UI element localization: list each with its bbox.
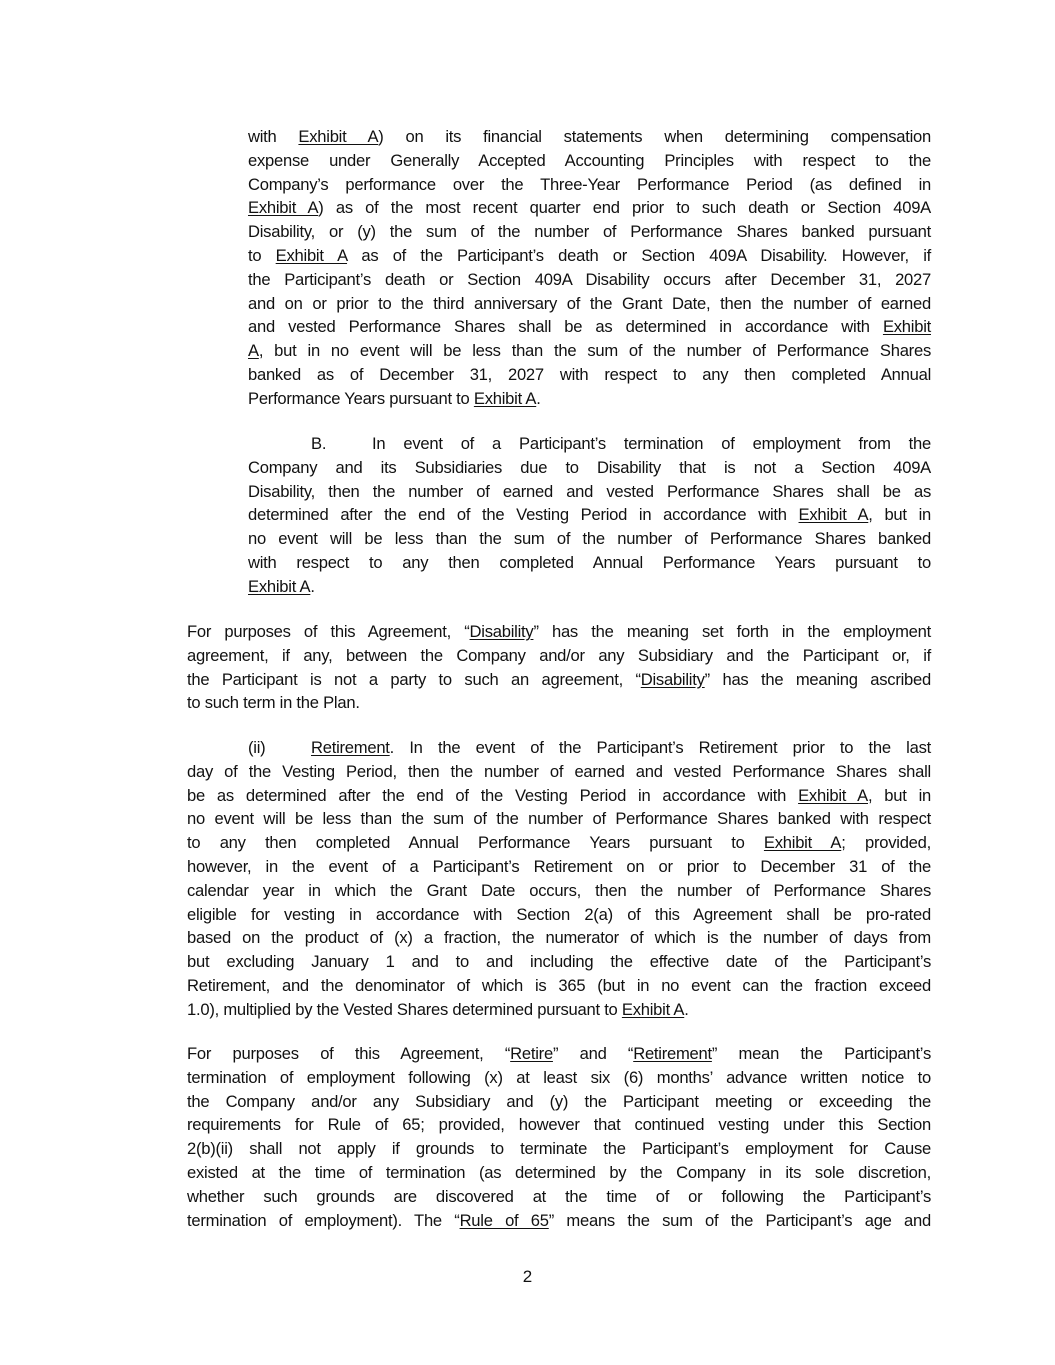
text-line	[187, 831, 931, 855]
text-line	[187, 974, 931, 998]
text-run: For purposes of this Agreement, “	[187, 622, 470, 641]
text-line	[248, 339, 931, 363]
text-run: ” has the meaning set forth in the employment	[533, 622, 931, 641]
text-line	[187, 998, 931, 1022]
text-run: For purposes of this Agreement, “	[187, 1044, 511, 1063]
text-run: day of the Vesting Period, then the number of earned and vested Performance Shares shall	[187, 761, 931, 781]
text-run: ” and “	[552, 1044, 634, 1063]
text-run: the Participant is not a party to such an agreement, “	[187, 669, 641, 689]
paragraph-death-disability-continued	[248, 125, 931, 411]
text-run: as of the Participant’s death or Section 409A Disability. However, if	[347, 245, 932, 265]
paragraph-ii-retirement	[187, 736, 931, 1022]
page-number: 2	[522, 1267, 533, 1286]
underlined-term: Exhibit A	[763, 833, 842, 853]
text-line	[187, 1185, 931, 1209]
section-label: B.	[311, 434, 327, 453]
text-run: expense under Generally Accepted Accounting Principles with respect to the	[248, 150, 931, 170]
text-run: and vested Performance Shares shall be as determined in accordance with	[248, 317, 883, 337]
text-line	[248, 575, 931, 599]
text-run: with respect to any then completed Annual Performance Years pursuant to	[248, 552, 931, 572]
text-run: .	[536, 388, 541, 408]
text-run: existed at the time of termination (as determined by the Company in its sole discretion,	[187, 1162, 931, 1182]
text-run: In event of a Participant’s termination of employment from the	[372, 434, 931, 453]
text-line	[248, 149, 931, 173]
text-line	[187, 950, 931, 974]
text-run: but excluding January 1 and to and including the effective date of the Participant’s	[187, 952, 931, 972]
text-line	[187, 926, 931, 950]
text-line	[248, 268, 931, 292]
text-line	[248, 432, 931, 456]
text-line	[248, 196, 931, 220]
text-line	[248, 125, 931, 149]
text-line	[187, 620, 931, 644]
text-line	[248, 173, 931, 197]
underlined-term: Disability	[640, 669, 705, 689]
text-run: , but in	[868, 505, 931, 525]
text-line	[187, 879, 931, 903]
text-run: , but in no event will be less than the sum of the number of Performance Shares	[258, 341, 931, 361]
text-run: to such term in the Plan.	[187, 693, 360, 713]
section-label: (ii)	[248, 738, 266, 757]
text-run: Company and its Subsidiaries due to Disability that is not a Section 409A	[248, 457, 931, 477]
text-run: ) on its financial statements when determining compensation	[378, 127, 931, 146]
text-run: Company’s performance over the Three-Year Performance Period (as defined in	[248, 174, 931, 194]
text-line	[187, 1137, 931, 1161]
text-line	[248, 363, 931, 387]
text-run: and on or prior to the third anniversary of the Grant Date, then the number of earned	[248, 293, 931, 313]
text-run: ” has the meaning ascribed	[704, 669, 931, 689]
text-run: .	[684, 999, 689, 1019]
text-run: eligible for vesting in accordance with Section 2(a) of this Agreement shall be pro-rated	[187, 904, 931, 924]
paragraph-disability-definition	[187, 620, 931, 715]
text-line	[248, 387, 931, 411]
text-line	[187, 1113, 931, 1137]
underlined-term: Exhibit A	[275, 245, 348, 265]
text-run: Disability, or (y) the sum of the number of Performance Shares banked pursuant	[248, 222, 931, 242]
text-line	[248, 292, 931, 316]
text-line	[248, 220, 931, 244]
text-line	[248, 456, 931, 480]
underlined-term: Exhibit A	[248, 576, 311, 596]
text-run: no event will be less than the sum of the number of Performance Shares banked	[248, 529, 931, 549]
text-line	[248, 480, 931, 504]
underlined-term: Exhibit A	[621, 999, 685, 1019]
underlined-term: Exhibit A	[298, 127, 379, 146]
text-line	[187, 644, 931, 668]
text-run: ” means the sum of the Participant’s age and	[548, 1210, 931, 1230]
underlined-term: Retirement	[311, 738, 390, 757]
underlined-term: Rule of 65	[459, 1210, 549, 1230]
text-run: to	[248, 245, 276, 265]
text-run: . In the event of the Participant’s Retirement prior to the last	[389, 738, 931, 757]
paragraph-retirement-definition	[187, 1042, 931, 1232]
text-line	[187, 1066, 931, 1090]
text-run: determined after the end of the Vesting Period in accordance with	[248, 505, 799, 525]
text-run: banked as of December 31, 2027 with respect to any then completed Annual	[248, 364, 931, 384]
text-run: to any then completed Annual Performance Years pursuant to	[187, 833, 764, 853]
text-run: however, in the event of a Participant’s Retirement on or prior to December 31 of the	[187, 856, 931, 876]
text-line	[187, 668, 931, 692]
text-run: calendar year in which the Grant Date occurs, then the number of Performance Shares	[187, 880, 931, 900]
text-run: the Company and/or any Subsidiary and (y) the Participant meeting or exceeding the	[187, 1091, 931, 1111]
text-line	[248, 503, 931, 527]
text-line	[187, 691, 931, 715]
text-run: .	[310, 576, 315, 596]
text-line	[187, 1161, 931, 1185]
text-run: termination of employment). The “	[187, 1210, 460, 1230]
text-run: 2(b)(ii) shall not apply if grounds to terminate the Participant’s employment for Cause	[187, 1139, 931, 1159]
text-line	[187, 855, 931, 879]
text-line	[187, 736, 931, 760]
text-line	[187, 807, 931, 831]
text-line	[187, 760, 931, 784]
text-run: ; provided,	[841, 833, 931, 853]
text-line	[187, 1209, 931, 1233]
underlined-term: Retire	[510, 1044, 553, 1063]
text-run: with	[248, 127, 299, 146]
underlined-term: Retirement	[633, 1044, 712, 1063]
text-run: the Participant’s death or Section 409A Disability occurs after December 31, 2027	[248, 269, 931, 289]
text-run: based on the product of (x) a fraction, the numerator of which is the number of days from	[187, 928, 931, 948]
underlined-term: Exhibit A	[798, 505, 869, 525]
text-line	[187, 784, 931, 808]
text-run: ) as of the most recent quarter end prior to such death or Section 409A	[318, 198, 931, 218]
text-run: 1.0), multiplied by the Vested Shares determined pursuant to	[187, 999, 622, 1019]
text-run: Disability, then the number of earned and vested Performance Shares shall be as	[248, 481, 931, 501]
text-line	[248, 244, 931, 268]
underlined-term: Disability	[469, 622, 534, 641]
text-line	[248, 315, 931, 339]
text-run: termination of employment following (x) at least six (6) months’ advance written notice to	[187, 1067, 931, 1087]
text-run: no event will be less than the sum of the number of Performance Shares banked with respect	[187, 809, 931, 829]
text-run: Performance Years pursuant to	[248, 388, 474, 408]
text-run: agreement, if any, between the Company and/or any Subsidiary and the Participant or, if	[187, 645, 931, 665]
text-run: ” mean the Participant’s	[711, 1044, 931, 1063]
text-run: , but in	[868, 785, 931, 805]
text-line	[187, 1042, 931, 1066]
text-line	[187, 1090, 931, 1114]
underlined-term: Exhibit A	[248, 198, 319, 218]
text-run: be as determined after the end of the Vesting Period in accordance with	[187, 785, 799, 805]
underlined-term: A	[248, 341, 259, 361]
text-line	[187, 903, 931, 927]
text-run: requirements for Rule of 65; provided, however that continued vesting under this Section	[187, 1115, 931, 1135]
text-run: Retirement, and the denominator of which is 365 (but in no event can the fraction exceed	[187, 975, 931, 995]
paragraph-b-disability	[248, 432, 931, 599]
text-line	[248, 551, 931, 575]
underlined-term: Exhibit A	[798, 785, 868, 805]
underlined-term: Exhibit A	[473, 388, 537, 408]
underlined-term: Exhibit	[882, 317, 931, 337]
text-line	[248, 527, 931, 551]
text-run: whether such grounds are discovered at the time of or following the Participant’s	[187, 1186, 931, 1206]
